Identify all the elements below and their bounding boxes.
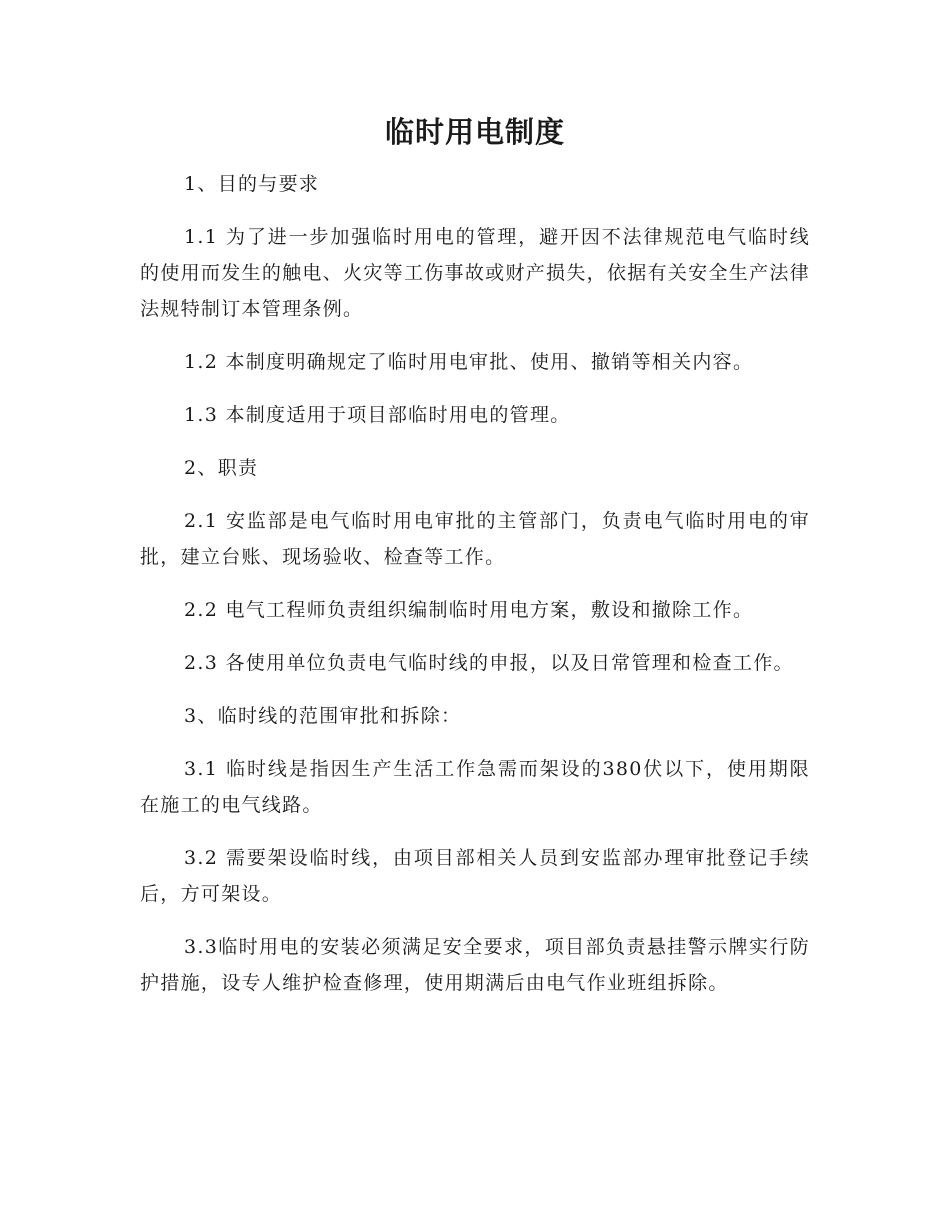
paragraph-1-2: 1.2 本制度明确规定了临时用电审批、使用、撤销等相关内容。 [184, 351, 754, 373]
paragraph-1-1: 1.1 为了进一步加强临时用电的管理，避开因不法律规范电气临时线的使用而发生的触电、火灾等工伤事故或财产损失，依据有关安全生产法律法规特制订本管理条例。 [140, 226, 810, 320]
section-heading-2: 2、职责 [184, 457, 259, 479]
paragraph-3-2: 3.2 需要架设临时线，由项目部相关人员到安监部办理审批登记手续后，方可架设。 [140, 847, 810, 905]
paragraph-2-1: 2.1 安监部是电气临时用电审批的主管部门，负责电气临时用电的审批，建立台账、现场验收、检查等工作。 [140, 510, 810, 568]
document-body [140, 166, 810, 1018]
paragraph-2-2: 2.2 电气工程师负责组织编制临时用电方案，敷设和撤除工作。 [184, 599, 754, 621]
paragraph-2-3: 2.3 各使用单位负责电气临时线的申报，以及日常管理和检查工作。 [184, 652, 794, 674]
paragraph-1-3: 1.3 本制度适用于项目部临时用电的管理。 [184, 404, 571, 426]
section-heading-3: 3、临时线的范围审批和拆除： [184, 705, 462, 727]
section-heading-1: 1、目的与要求 [184, 173, 320, 195]
paragraph-3-1: 3.1 临时线是指因生产生活工作急需而架设的380伏以下，使用期限在施工的电气线路。 [140, 758, 810, 816]
document-title: 临时用电制度 [384, 115, 565, 149]
paragraph-3-3: 3.3临时用电的安装必须满足安全要求，项目部负责悬挂警示牌实行防护措施，设专人维护检查修理，使用期满后由电气作业班组拆除。 [140, 936, 810, 994]
